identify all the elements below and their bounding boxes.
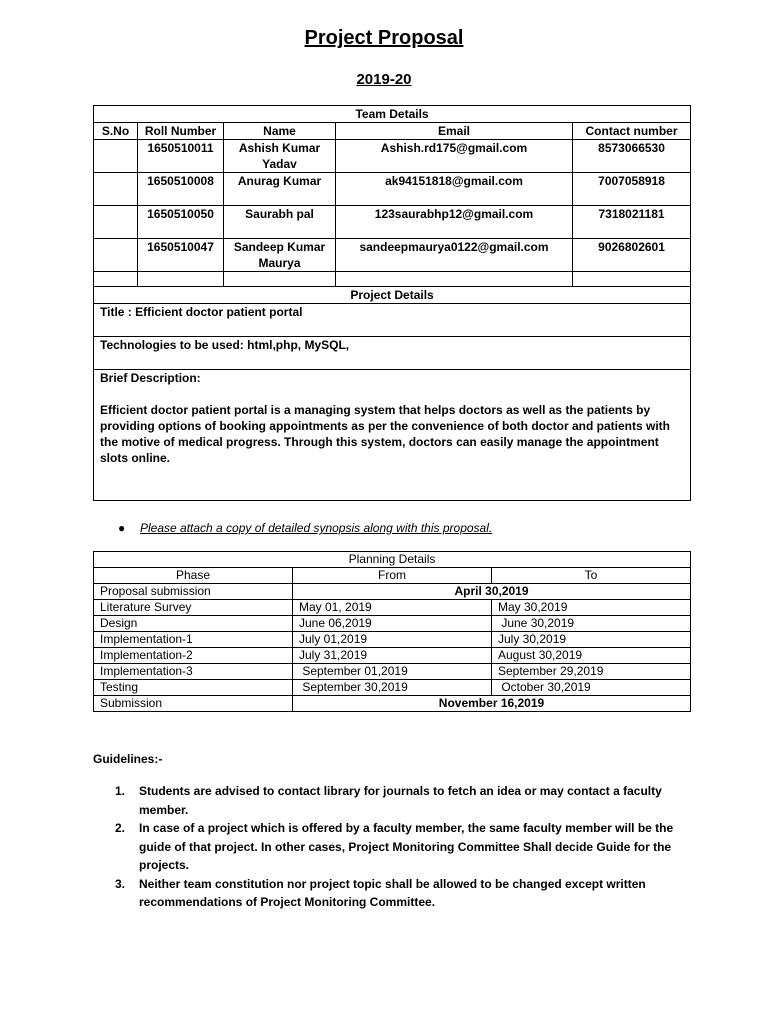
table-row bbox=[94, 239, 691, 272]
guideline-text: Neither team constitution nor project topic shall be allowed to be changed except written recommendations of Project Monitoring Committee. bbox=[139, 876, 646, 909]
col-header-name: Name bbox=[224, 123, 336, 140]
phase-cell: Implementation-3 bbox=[94, 664, 293, 680]
contact-cell: 7007058918 bbox=[573, 173, 691, 206]
to-cell: June 30,2019 bbox=[492, 616, 691, 632]
date-cell: April 30,2019 bbox=[293, 584, 691, 600]
name-cell: Anurag Kumar bbox=[224, 173, 336, 206]
empty-cell bbox=[224, 272, 336, 287]
phase-cell: Implementation-1 bbox=[94, 632, 293, 648]
phase-cell: Literature Survey bbox=[94, 600, 293, 616]
table-row bbox=[94, 140, 691, 173]
list-number: 1. bbox=[115, 784, 126, 798]
project-description-cell bbox=[94, 370, 691, 501]
name-cell: Sandeep Kumar Maurya bbox=[224, 239, 336, 272]
list-number: 2. bbox=[115, 821, 126, 835]
planning-details-table bbox=[93, 551, 691, 712]
synopsis-note bbox=[118, 521, 492, 535]
table-row-empty bbox=[94, 272, 691, 287]
bullet-icon: ● bbox=[118, 521, 126, 535]
col-header-to: To bbox=[492, 568, 691, 584]
col-header-contact: Contact number bbox=[573, 123, 691, 140]
to-cell: October 30,2019 bbox=[492, 680, 691, 696]
email-cell: sandeepmaurya0122@gmail.com bbox=[336, 239, 573, 272]
email-cell: 123saurabhp12@gmail.com bbox=[336, 206, 573, 239]
col-header-sno: S.No bbox=[94, 123, 138, 140]
team-details-heading: Team Details bbox=[94, 106, 691, 123]
contact-cell: 7318021181 bbox=[573, 206, 691, 239]
roll-cell: 1650510008 bbox=[138, 173, 224, 206]
list-item bbox=[112, 782, 682, 819]
phase-cell: Proposal submission bbox=[94, 584, 293, 600]
table-row bbox=[94, 616, 691, 632]
col-header-roll: Roll Number bbox=[138, 123, 224, 140]
name-cell: Saurabh pal bbox=[224, 206, 336, 239]
list-item bbox=[112, 819, 682, 875]
table-row bbox=[94, 648, 691, 664]
to-cell: August 30,2019 bbox=[492, 648, 691, 664]
phase-cell: Design bbox=[94, 616, 293, 632]
col-header-phase: Phase bbox=[94, 568, 293, 584]
col-header-email: Email bbox=[336, 123, 573, 140]
team-details-table bbox=[93, 105, 691, 501]
to-cell: May 30,2019 bbox=[492, 600, 691, 616]
project-technologies: Technologies to be used: html,php, MySQL, bbox=[94, 337, 691, 370]
to-cell: September 29,2019 bbox=[492, 664, 691, 680]
empty-cell bbox=[138, 272, 224, 287]
synopsis-note-text: Please attach a copy of detailed synopsis along with this proposal. bbox=[140, 521, 493, 535]
sno-cell bbox=[94, 173, 138, 206]
phase-cell: Implementation-2 bbox=[94, 648, 293, 664]
roll-cell: 1650510011 bbox=[138, 140, 224, 173]
date-cell: November 16,2019 bbox=[293, 696, 691, 712]
list-number: 3. bbox=[115, 876, 126, 891]
from-cell: July 01,2019 bbox=[293, 632, 492, 648]
from-cell: September 30,2019 bbox=[293, 680, 492, 696]
to-cell: July 30,2019 bbox=[492, 632, 691, 648]
list-item bbox=[112, 875, 682, 912]
contact-cell: 9026802601 bbox=[573, 239, 691, 272]
guideline-text: In case of a project which is offered by a faculty member, the same faculty member will be the guide of that project. In other cases, Project Monitoring Committee Shall decide Guide for the projects. bbox=[139, 821, 674, 872]
planning-details-heading: Planning Details bbox=[94, 552, 691, 568]
empty-cell bbox=[573, 272, 691, 287]
guidelines-heading: Guidelines:- bbox=[93, 752, 163, 766]
table-row bbox=[94, 600, 691, 616]
email-cell: Ashish.rd175@gmail.com bbox=[336, 140, 573, 173]
empty-cell bbox=[94, 272, 138, 287]
from-cell: September 01,2019 bbox=[293, 664, 492, 680]
col-header-from: From bbox=[293, 568, 492, 584]
sno-cell bbox=[94, 140, 138, 173]
contact-cell: 8573066530 bbox=[573, 140, 691, 173]
sno-cell bbox=[94, 239, 138, 272]
table-row bbox=[94, 680, 691, 696]
sno-cell bbox=[94, 206, 138, 239]
guidelines-list bbox=[112, 782, 682, 912]
description-text: Efficient doctor patient portal is a managing system that helps doctors as well as the patients by providing options of booking appointments as per the convenience of both doctor and patients with the motive of medical progress. Through this system, doctors can easily manage the appointment slots online. bbox=[100, 403, 671, 465]
project-title: Title : Efficient doctor patient portal bbox=[94, 304, 691, 337]
table-row bbox=[94, 696, 691, 712]
project-details-heading: Project Details bbox=[94, 287, 691, 304]
name-cell: Ashish Kumar Yadav bbox=[224, 140, 336, 173]
from-cell: June 06,2019 bbox=[293, 616, 492, 632]
description-label: Brief Description: bbox=[100, 371, 201, 385]
roll-cell: 1650510050 bbox=[138, 206, 224, 239]
table-row bbox=[94, 632, 691, 648]
from-cell: May 01, 2019 bbox=[293, 600, 492, 616]
phase-cell: Testing bbox=[94, 680, 293, 696]
page-title: Project Proposal bbox=[304, 27, 464, 49]
table-row bbox=[94, 206, 691, 239]
roll-cell: 1650510047 bbox=[138, 239, 224, 272]
table-row bbox=[94, 664, 691, 680]
table-row bbox=[94, 173, 691, 206]
academic-year: 2019-20 bbox=[356, 71, 412, 88]
empty-cell bbox=[336, 272, 573, 287]
table-row bbox=[94, 584, 691, 600]
guideline-text: Students are advised to contact library for journals to fetch an idea or may contact a faculty member. bbox=[139, 784, 662, 817]
from-cell: July 31,2019 bbox=[293, 648, 492, 664]
phase-cell: Submission bbox=[94, 696, 293, 712]
email-cell: ak94151818@gmail.com bbox=[336, 173, 573, 206]
